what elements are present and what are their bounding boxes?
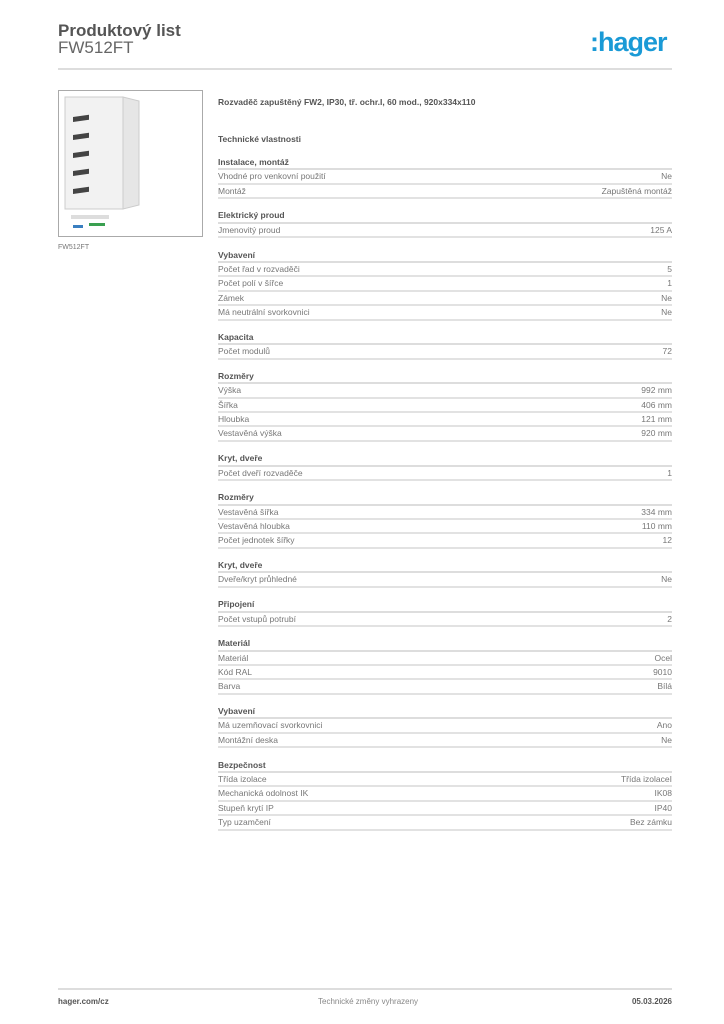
- spec-section: [218, 491, 672, 549]
- spec-row: [218, 666, 672, 680]
- spec-label: Počet polí v šířce: [218, 278, 284, 289]
- section-heading: Připojení: [218, 598, 672, 612]
- spec-value: IP40: [654, 802, 672, 813]
- image-caption: FW512FT: [58, 244, 90, 251]
- section-heading: Vybavení: [218, 249, 672, 263]
- spec-value: 920 mm: [641, 428, 672, 439]
- spec-section: [218, 331, 672, 360]
- spec-row: [218, 292, 672, 306]
- spec-value: Třída izolaceI: [620, 773, 672, 784]
- spec-value: 992 mm: [641, 385, 672, 396]
- spec-label: Jmenovitý proud: [218, 224, 281, 235]
- section-heading: Materiál: [218, 637, 672, 651]
- spec-row: [218, 413, 672, 427]
- spec-value: 1: [667, 278, 672, 289]
- spec-row: [218, 467, 672, 481]
- spec-section: [218, 705, 672, 748]
- product-code: FW512FT: [58, 38, 134, 57]
- spec-sheet: [218, 97, 672, 841]
- spec-row: [218, 773, 672, 787]
- spec-value: 2: [667, 613, 672, 624]
- spec-row: [218, 573, 672, 587]
- section-title: Technické vlastnosti: [218, 134, 301, 144]
- spec-label: Dveře/kryt průhledné: [218, 574, 297, 585]
- spec-section: [218, 452, 672, 481]
- spec-value: 110 mm: [641, 520, 672, 531]
- spec-label: Typ uzamčení: [218, 817, 271, 828]
- spec-row: [218, 306, 672, 320]
- spec-value: Zapuštěná montáž: [601, 185, 672, 196]
- section-heading: Bezpečnost: [218, 759, 672, 773]
- spec-label: Vestavěná hloubka: [218, 520, 290, 531]
- footer-divider: [58, 988, 672, 990]
- spec-label: Barva: [218, 681, 241, 692]
- spec-label: Počet jednotek šířky: [218, 535, 295, 546]
- spec-row: [218, 224, 672, 238]
- page-title: Produktový list: [58, 21, 181, 40]
- section-heading: Instalace, montáž: [218, 156, 672, 170]
- spec-value: Ne: [661, 292, 672, 303]
- spec-value: Ne: [661, 574, 672, 585]
- product-description: Rozvaděč zapuštěný FW2, IP30, tř. ochr.I, 60 mod., 920x334x110: [218, 97, 476, 107]
- spec-value: Bílá: [657, 681, 672, 692]
- spec-label: Počet vstupů potrubí: [218, 613, 296, 624]
- spec-value: 406 mm: [641, 399, 672, 410]
- spec-row: [218, 263, 672, 277]
- spec-label: Výška: [218, 385, 242, 396]
- spec-label: Vestavěná šířka: [218, 506, 279, 517]
- spec-label: Materiál: [218, 652, 249, 663]
- spec-row: [218, 399, 672, 413]
- spec-section: [218, 559, 672, 588]
- spec-value: 9010: [653, 667, 672, 677]
- spec-label: Počet modulů: [218, 346, 270, 357]
- spec-value: Ne: [661, 171, 672, 182]
- spec-section: [218, 370, 672, 442]
- footer-date: 05.03.2026: [631, 997, 672, 1006]
- spec-label: Mechanická odolnost IK: [218, 788, 309, 799]
- spec-row: [218, 680, 672, 694]
- spec-row: [218, 506, 672, 520]
- footer-note: Technické změny vyhrazeny: [318, 997, 419, 1006]
- spec-label: Hloubka: [218, 414, 250, 425]
- section-heading: Kryt, dveře: [218, 452, 672, 466]
- spec-row: [218, 734, 672, 748]
- spec-value: Ano: [656, 720, 672, 731]
- spec-label: Třída izolace: [218, 773, 267, 784]
- spec-value: 12: [662, 535, 672, 546]
- section-heading: Elektrický proud: [218, 209, 672, 223]
- header-divider: [58, 68, 672, 70]
- spec-label: Kód RAL: [218, 667, 253, 677]
- spec-row: [218, 816, 672, 830]
- spec-row: [218, 185, 672, 199]
- spec-value: Bez zámku: [629, 817, 672, 828]
- spec-label: Má neutrální svorkovnici: [218, 307, 310, 318]
- spec-value: Ne: [661, 734, 672, 745]
- spec-label: Má uzemňovací svorkovnici: [218, 720, 323, 731]
- section-heading: Kapacita: [218, 331, 672, 345]
- section-heading: Vybavení: [218, 705, 672, 719]
- spec-value: 1: [667, 467, 672, 478]
- spec-label: Vhodné pro venkovní použití: [218, 171, 326, 182]
- spec-value: Ocel: [654, 652, 672, 663]
- spec-value: Ne: [661, 307, 672, 318]
- spec-section: [218, 209, 672, 238]
- spec-row: [218, 520, 672, 534]
- product-image: [58, 90, 203, 237]
- spec-value: 334 mm: [641, 506, 672, 517]
- spec-row: [218, 277, 672, 291]
- spec-row: [218, 384, 672, 398]
- spec-row: [218, 613, 672, 627]
- spec-row: [218, 345, 672, 359]
- spec-row: [218, 652, 672, 666]
- spec-label: Montáž: [218, 185, 246, 196]
- spec-row: [218, 427, 672, 441]
- spec-section: [218, 637, 672, 695]
- spec-row: [218, 802, 672, 816]
- spec-section: [218, 249, 672, 321]
- spec-value: 125 A: [650, 224, 672, 235]
- spec-row: [218, 719, 672, 733]
- spec-label: Šířka: [218, 399, 238, 410]
- spec-value: IK08: [654, 788, 672, 799]
- spec-section: [218, 156, 672, 199]
- section-heading: Rozměry: [218, 491, 672, 505]
- spec-label: Stupeň krytí IP: [218, 802, 274, 813]
- spec-row: [218, 170, 672, 184]
- spec-row: [218, 787, 672, 801]
- spec-section: [218, 759, 672, 831]
- spec-row: [218, 534, 672, 548]
- footer-website[interactable]: hager.com/cz: [58, 997, 109, 1006]
- spec-label: Vestavěná výška: [218, 428, 282, 439]
- section-heading: Kryt, dveře: [218, 559, 672, 573]
- hager-logo: :hager: [590, 27, 667, 57]
- spec-label: Zámek: [218, 292, 244, 303]
- spec-value: 72: [662, 346, 672, 357]
- spec-label: Počet řad v rozvaděči: [218, 263, 300, 274]
- spec-section: [218, 598, 672, 627]
- spec-label: Počet dveří rozvaděče: [218, 467, 303, 478]
- spec-label: Montážní deska: [218, 734, 279, 745]
- section-heading: Rozměry: [218, 370, 672, 384]
- spec-value: 121 mm: [641, 414, 672, 425]
- spec-value: 5: [667, 263, 672, 274]
